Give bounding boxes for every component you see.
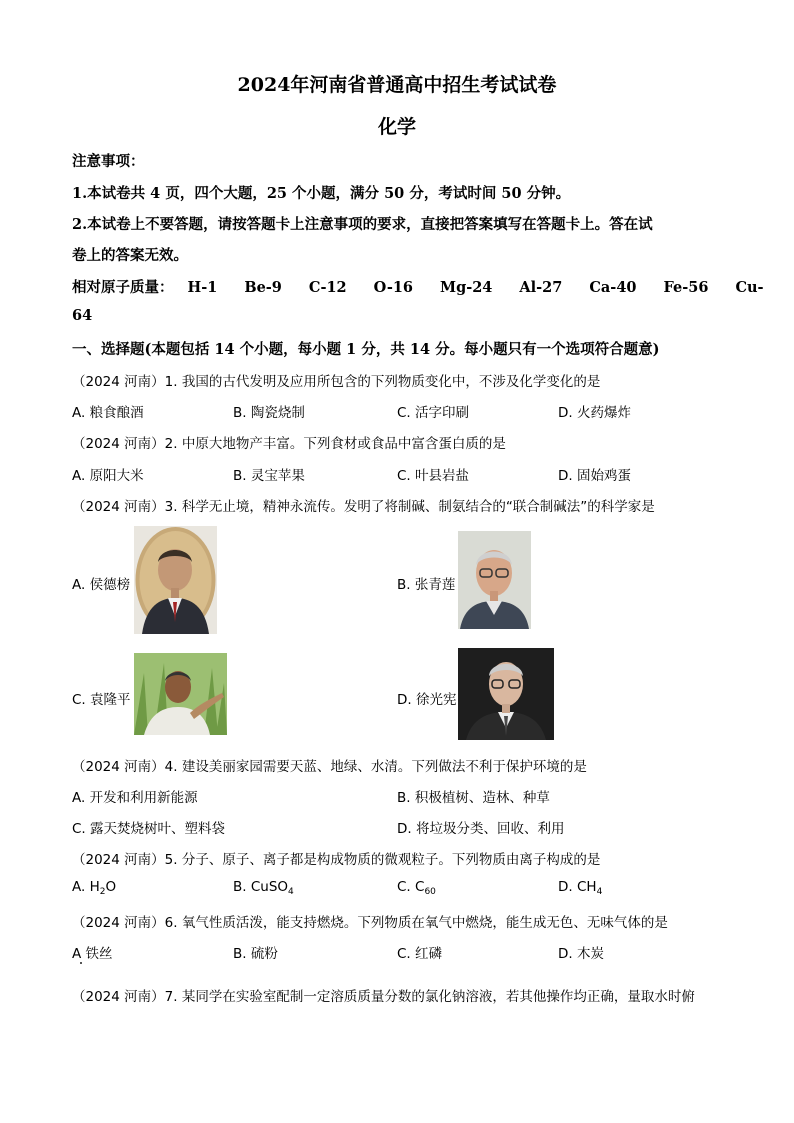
- question-1-option-c: C. 活字印刷: [397, 405, 470, 421]
- notice-item-2-cont: 卷上的答案无效。: [72, 247, 188, 264]
- stray-dot-mark: [80, 962, 82, 964]
- question-3-option-c: C. 袁隆平: [72, 692, 131, 708]
- question-5-option-d: D. $CH_4$: [558, 879, 603, 897]
- question-3-stem: （2024 河南）3. 科学无止境，精神永流传。发明了将制碱、制氨结合的“联合制碱法”的科学家是: [72, 499, 655, 515]
- question-4-option-d: D. 将垃圾分类、回收、利用: [397, 821, 565, 837]
- portrait-photo-c: [134, 653, 227, 735]
- question-6-option-c: C. 红磷: [397, 946, 443, 962]
- atomic-mass-continuation: 64: [72, 307, 93, 324]
- atomic-mass: Mg-24: [440, 279, 493, 296]
- notice-heading: 注意事项：: [72, 153, 145, 170]
- atomic-mass: Ca-40: [589, 279, 637, 296]
- question-3-option-d: D. 徐光宪: [397, 692, 457, 708]
- question-4-option-a: A. 开发和利用新能源: [72, 790, 198, 806]
- portrait-photo-d: [458, 648, 554, 740]
- atomic-mass-row: [72, 276, 764, 297]
- question-4-option-c: C. 露天焚烧树叶、塑料袋: [72, 821, 226, 837]
- question-6-option-b: B. 硫粉: [233, 946, 278, 962]
- question-4-stem: （2024 河南）4. 建设美丽家园需要天蓝、地绿、水清。下列做法不利于保护环境的是: [72, 759, 587, 775]
- question-6-option-a: A 铁丝: [72, 946, 113, 962]
- question-2-option-a: A. 原阳大米: [72, 468, 144, 484]
- question-1-stem: （2024 河南）1. 我国的古代发明及应用所包含的下列物质变化中，不涉及化学变化的是: [72, 374, 601, 390]
- question-5-option-b: B. CuSO$_4$: [233, 879, 294, 897]
- question-5-option-a: A. $H_2O$: [72, 879, 117, 897]
- question-2-option-d: D. 固始鸡蛋: [558, 468, 631, 484]
- atomic-mass: O-16: [373, 279, 414, 296]
- question-2-stem: （2024 河南）2. 中原大地物产丰富。下列食材或食品中富含蛋白质的是: [72, 436, 506, 452]
- question-3-option-b: B. 张青莲: [397, 577, 456, 593]
- question-2-option-b: B. 灵宝苹果: [233, 468, 305, 484]
- subject-title: 化学: [377, 116, 416, 138]
- notice-item-2: 2.本试卷上不要答题，请按答题卡上注意事项的要求，直接把答案填写在答题卡上。答在试: [72, 216, 653, 233]
- atomic-mass: Al-27: [519, 279, 563, 296]
- question-5-option-c: C. $C_{60}$: [397, 879, 436, 897]
- question-2-option-c: C. 叶县岩盐: [397, 468, 470, 484]
- atomic-mass: Cu-: [735, 279, 764, 296]
- portrait-photo-a: [134, 526, 217, 634]
- portrait-photo-b: [458, 531, 531, 629]
- atomic-mass: H-1: [187, 279, 218, 296]
- question-7-stem: （2024 河南）7. 某同学在实验室配制一定溶质质量分数的氯化钠溶液，若其他操作均正确，量取水时俯: [72, 989, 695, 1005]
- question-1-option-b: B. 陶瓷烧制: [233, 405, 305, 421]
- question-5-stem: （2024 河南）5. 分子、原子、离子都是构成物质的微观粒子。下列物质由离子构成的是: [72, 852, 601, 868]
- atomic-mass-label: 相对原子质量：: [72, 279, 174, 296]
- question-1-option-d: D. 火药爆炸: [558, 405, 631, 421]
- atomic-mass: C-12: [308, 279, 347, 296]
- question-6-stem: （2024 河南）6. 氧气性质活泼，能支持燃烧。下列物质在氧气中燃烧，能生成无色、无味气体的是: [72, 915, 668, 931]
- question-4-option-b: B. 积极植树、造林、种草: [397, 790, 550, 806]
- notice-item-1: 1.本试卷共 4 页，四个大题，25 个小题，满分 50 分，考试时间 50 分钟。: [72, 185, 571, 202]
- section-1-heading: 一、选择题(本题包括 14 个小题，每小题 1 分，共 14 分。每小题只有一个选项符合题意): [72, 341, 660, 358]
- question-1-option-a: A. 粮食酿酒: [72, 405, 144, 421]
- atomic-mass: Be-9: [244, 279, 282, 296]
- atomic-mass: Fe-56: [663, 279, 709, 296]
- exam-title: 2024年河南省普通高中招生考试试卷: [237, 74, 557, 96]
- question-3-option-a: A. 侯德榜: [72, 577, 131, 593]
- question-6-option-d: D. 木炭: [558, 946, 604, 962]
